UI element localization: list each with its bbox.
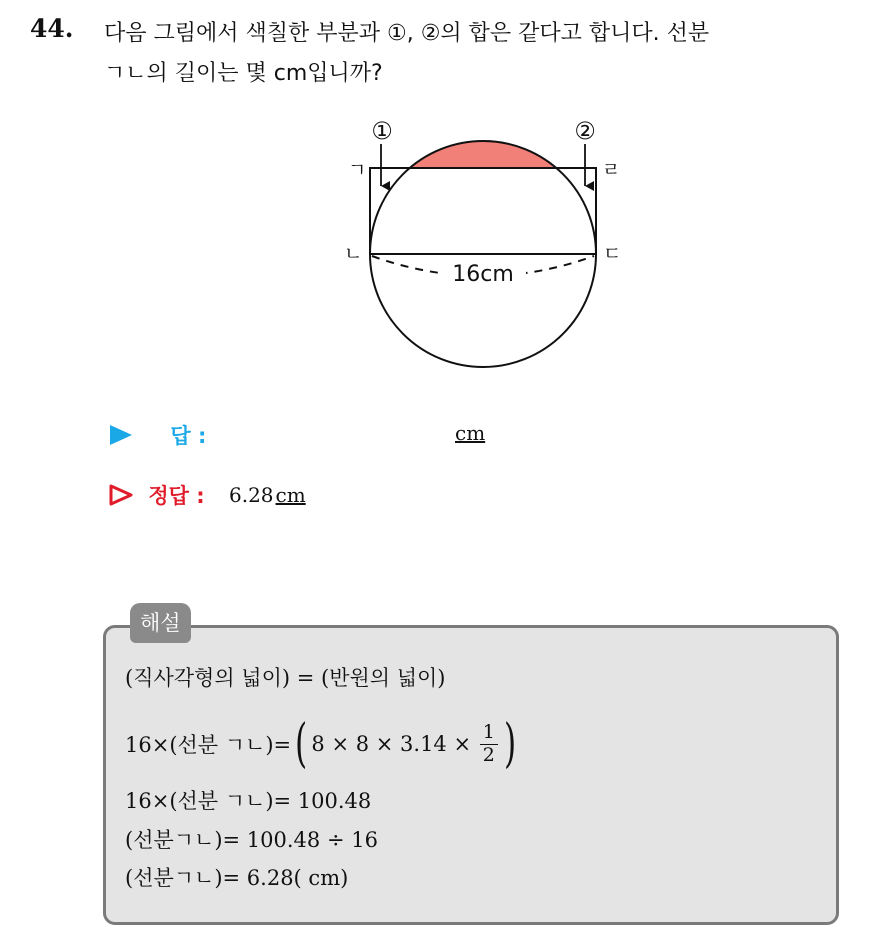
answer-label: 답 :	[170, 424, 207, 448]
geometry-figure	[320, 110, 640, 380]
diameter-label: 16cm	[452, 262, 514, 287]
explanation-line-5: (선분ㄱㄴ)= 6.28( cm)	[125, 866, 349, 890]
correct-answer-value: 6.28 cm	[229, 483, 306, 507]
play-triangle-icon	[108, 423, 134, 447]
marker-2: ②	[574, 117, 596, 145]
corner-label-d: ㄷ	[603, 243, 622, 265]
question-text-line1: 다음 그림에서 색칠한 부분과 ①, ②의 합은 같다고 합니다. 선분	[104, 21, 710, 46]
correct-answer-unit: cm	[275, 483, 306, 507]
corner-label-r: ㄹ	[602, 159, 621, 181]
corner-label-n: ㄴ	[344, 243, 363, 265]
rectangle	[370, 168, 596, 254]
explanation-line-2	[125, 714, 520, 774]
correct-answer-row	[108, 480, 306, 510]
explanation-line-2-inner: 8 × 8 × 3.14 ×	[311, 732, 472, 756]
answer-unit: cm	[455, 421, 486, 445]
answer-row	[108, 420, 206, 450]
explanation-line-3: 16×(선분 ㄱㄴ)= 100.48	[125, 789, 372, 813]
explanation-line-1: (직사각형의 넓이) = (반원의 넓이)	[125, 666, 446, 690]
explanation-tab: 해설	[130, 603, 191, 643]
corner-label-g: ㄱ	[348, 159, 367, 181]
fraction	[480, 722, 498, 767]
fraction-numerator: 1	[480, 722, 498, 745]
marker-1: ①	[371, 117, 393, 145]
question-number: 44.	[30, 14, 74, 43]
explanation-line-4: (선분ㄱㄴ)= 100.48 ÷ 16	[125, 828, 378, 852]
correct-answer-label: 정답 :	[148, 484, 205, 508]
outline-triangle-icon	[108, 483, 134, 507]
right-paren: )	[503, 714, 517, 774]
left-paren: (	[295, 714, 308, 774]
question-text-line2: ㄱㄴ의 길이는 몇 cm입니까?	[104, 61, 383, 86]
explanation-line-2-left: 16×(선분 ㄱㄴ)=	[125, 733, 292, 757]
fraction-denominator: 2	[482, 743, 495, 766]
